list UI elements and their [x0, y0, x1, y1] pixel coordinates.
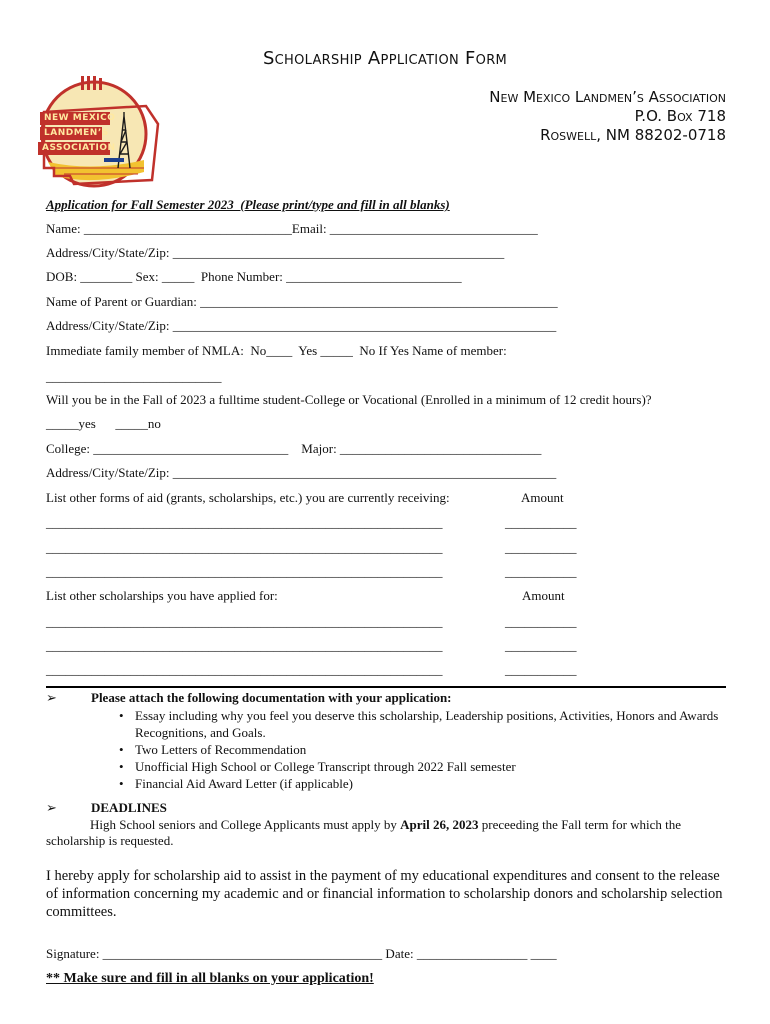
consent-paragraph: I hereby apply for scholarship aid to assist in the payment of my educational expenditures and consent to the release of information concerning my academic and or financial information to scholarship donors and scholarship selection committees.: [46, 868, 723, 920]
logo-text-2: LANDMEN’S: [44, 128, 109, 138]
other-blank-1[interactable]: _____________________________________________________________: [46, 614, 443, 629]
attach-item: • Financial Aid Award Letter (if applicable): [117, 775, 723, 792]
attach-item: • Two Letters of Recommendation: [117, 741, 723, 758]
attach-item: • Unofficial High School or College Transcript through 2022 Fall semester: [117, 758, 723, 775]
deadlines-text-before: High School seniors and College Applicants must apply by: [90, 817, 401, 832]
address-field-3[interactable]: Address/City/State/Zip: ___________________________________________________________: [46, 465, 557, 480]
attach-heading: Please attach the following documentation with your application:: [91, 690, 452, 705]
aid-amount-blank-3[interactable]: ___________: [505, 564, 577, 579]
aid-label: List other forms of aid (grants, scholarships, etc.) you are currently receiving:: [46, 490, 450, 505]
yes-no-field[interactable]: _____yes _____no: [46, 416, 161, 431]
name-email-field[interactable]: Name: ________________________________Email: ________________________________: [46, 221, 538, 236]
arrow-icon: ➢: [46, 800, 57, 815]
other-amount-blank-2[interactable]: ___________: [505, 638, 577, 653]
nmla-logo: [34, 76, 184, 194]
attach-item: • Essay including why you feel you deserve this scholarship, Leadership positions, Activities, Honors and Awards Recognitions, and Goals.: [117, 707, 723, 741]
deadline-date: April 26, 2023: [400, 817, 479, 832]
attach-list: [117, 707, 723, 792]
aid-blank-2[interactable]: _____________________________________________________________: [46, 540, 443, 555]
logo-text-3: ASSOCIATION: [42, 143, 116, 153]
aid-blank-3[interactable]: _____________________________________________________________: [46, 564, 443, 579]
other-scholarships-label: List other scholarships you have applied for:: [46, 588, 278, 603]
address-field-1[interactable]: Address/City/State/Zip: ___________________________________________________: [46, 245, 505, 260]
address-field-2[interactable]: Address/City/State/Zip: ___________________________________________________________: [46, 318, 557, 333]
section-divider: [46, 686, 726, 688]
parent-guardian-field[interactable]: Name of Parent or Guardian: _______________________________________________________: [46, 294, 558, 309]
family-member-field[interactable]: Immediate family member of NMLA: No____ Yes _____ No If Yes Name of member:: [46, 343, 507, 358]
deadlines-heading: DEADLINES: [91, 800, 167, 815]
dob-sex-phone-field[interactable]: DOB: ________ Sex: _____ Phone Number: ___________________________: [46, 269, 462, 284]
amount-label-2: Amount: [522, 588, 565, 603]
deadlines-text-after: preceeding the Fall term for which the scholarship is requested.: [46, 817, 682, 848]
college-major-field[interactable]: College: ______________________________ Major: _______________________________: [46, 441, 542, 456]
org-city: Roswell, NM 88202-0718: [540, 126, 726, 144]
signature-date-field[interactable]: Signature: ___________________________________________ Date: _________________ ____: [46, 946, 557, 961]
other-amount-blank-1[interactable]: ___________: [505, 614, 577, 629]
other-blank-2[interactable]: _____________________________________________________________: [46, 638, 443, 653]
form-heading: Application for Fall Semester 2023 (Please print/type and fill in all blanks): [46, 197, 450, 212]
aid-blank-1[interactable]: _____________________________________________________________: [46, 515, 443, 530]
arrow-icon: ➢: [46, 690, 57, 705]
footer-note: ** Make sure and fill in all blanks on your application!: [46, 971, 374, 986]
org-box: P.O. Box 718: [634, 107, 726, 125]
logo-text-1: NEW MEXICO: [44, 113, 116, 123]
deadlines-text: [46, 817, 726, 849]
other-amount-blank-3[interactable]: ___________: [505, 662, 577, 677]
family-member-name-blank[interactable]: ___________________________: [46, 369, 222, 384]
amount-label: Amount: [521, 490, 564, 505]
page-title: Scholarship Application Form: [262, 48, 508, 69]
org-name: New Mexico Landmen’s Association: [489, 88, 726, 106]
other-blank-3[interactable]: _____________________________________________________________: [46, 662, 443, 677]
fulltime-question: Will you be in the Fall of 2023 a fulltime student-College or Vocational (Enrolled in a minimum of 12 credit hours)?: [46, 392, 652, 407]
aid-amount-blank-1[interactable]: ___________: [505, 515, 577, 530]
aid-amount-blank-2[interactable]: ___________: [505, 540, 577, 555]
